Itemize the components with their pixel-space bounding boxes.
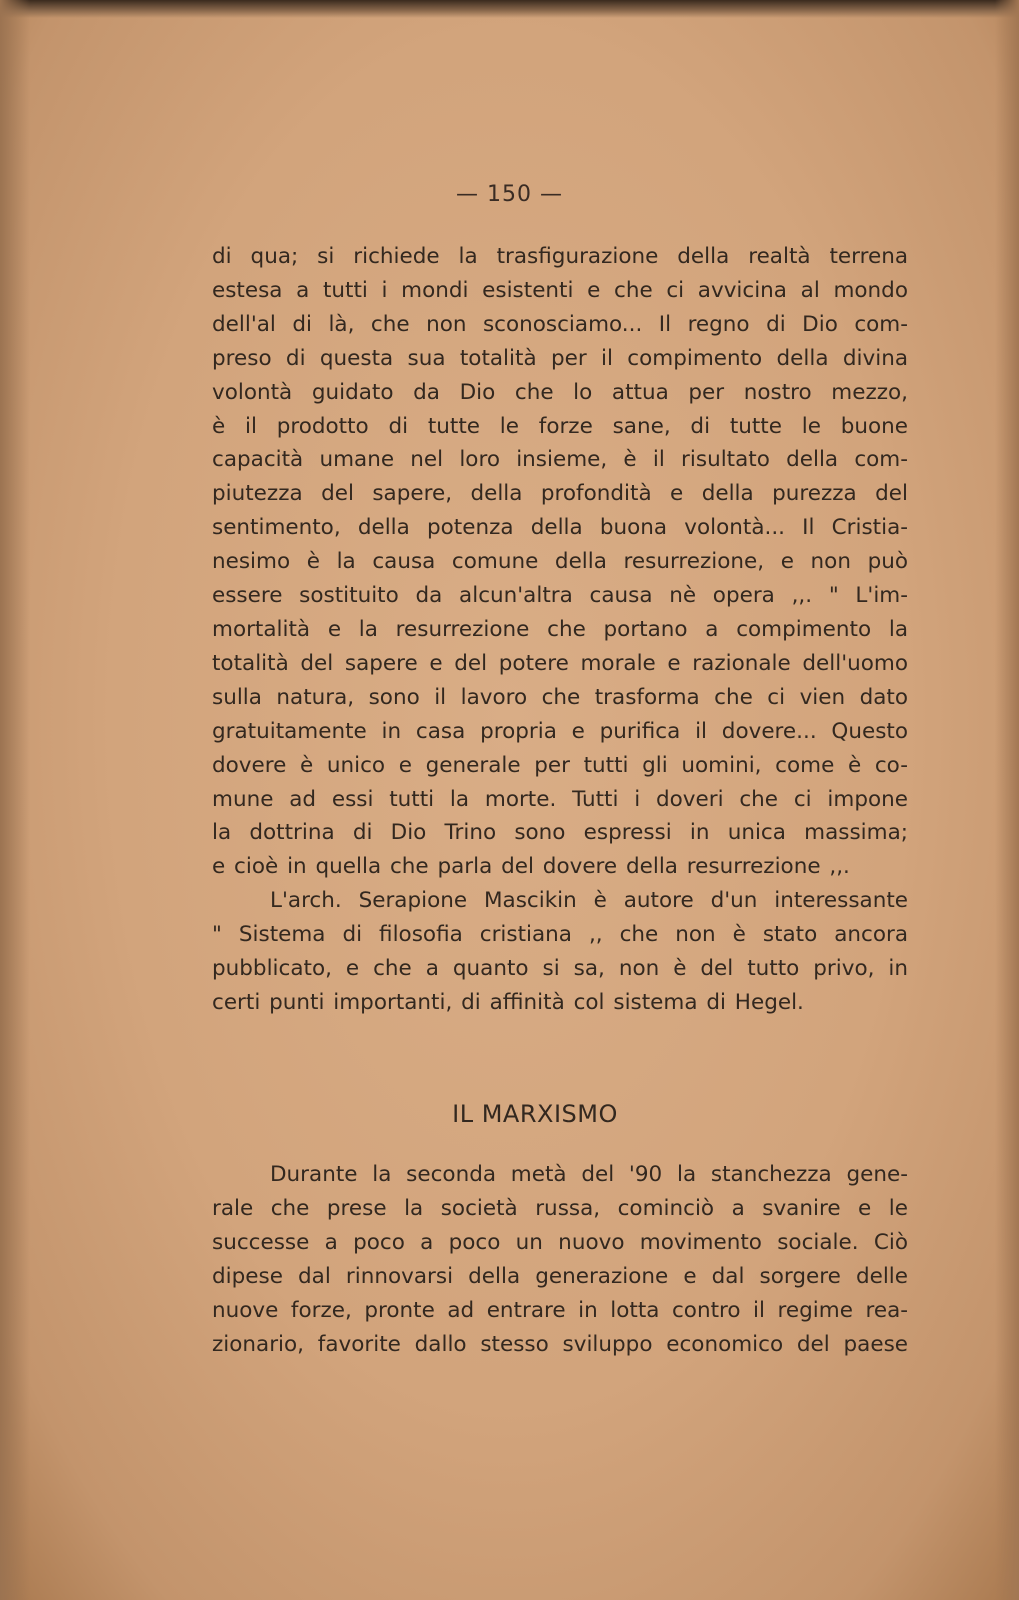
text-line: mortalità e la resurrezione che portano a compimento la (212, 616, 908, 642)
text-line: estesa a tutti i mondi esistenti e che ci avvicina al mondo (212, 277, 908, 303)
text-line: " Sistema di filosofia cristiana ,, che non è stato ancora (212, 922, 908, 948)
text-line: è il prodotto di tutte le forze sane, di tutte le buone (212, 413, 908, 439)
text-line: rale che prese la società russa, cominciò a svanire e le (212, 1195, 908, 1221)
section-heading: IL MARXISMO (452, 1100, 618, 1128)
text-line: e cioè in quella che parla del dovere della resurrezione ,,. (212, 854, 850, 880)
text-line: dovere è unico e generale per tutti gli uomini, come è co- (212, 752, 908, 778)
text-line: gratuitamente in casa propria e purifica il dovere... Questo (212, 718, 908, 744)
text-line: di qua; si richiede la trasfigurazione della realtà terrena (212, 244, 908, 269)
page-number: — 150 — (456, 182, 563, 207)
text-line: pubblicato, e che a quanto si sa, non è del tutto privo, in (212, 956, 908, 982)
text-line: sulla natura, sono il lavoro che trasforma che ci vien dato (212, 684, 908, 710)
text-line: capacità umane nel loro insieme, è il risultato della com- (212, 447, 908, 473)
body-text-lower (212, 1158, 908, 1361)
text-line: essere sostituito da alcun'altra causa nè opera ,,. " L'im- (212, 583, 908, 609)
text-line: la dottrina di Dio Trino sono espressi in unica massima; (212, 820, 908, 846)
text-line: nuove forze, pronte ad entrare in lotta contro il regime rea- (212, 1297, 908, 1323)
text-line: dipese dal rinnovarsi della generazione e dal sorgere delle (212, 1263, 908, 1289)
page-top-edge (0, 0, 1019, 18)
text-line: zionario, favorite dallo stesso sviluppo economico del paese (212, 1331, 908, 1357)
text-line: piutezza del sapere, della profondità e della purezza del (212, 481, 908, 507)
body-text-upper (212, 240, 908, 1020)
text-line: totalità del sapere e del potere morale e razionale dell'uomo (212, 650, 908, 676)
text-line: Durante la seconda metà del '90 la stanchezza gene- (270, 1162, 908, 1187)
text-line: preso di questa sua totalità per il compimento della divina (212, 345, 908, 371)
text-line: mune ad essi tutti la morte. Tutti i doveri che ci impone (212, 786, 908, 812)
text-line: L'arch. Serapione Mascikin è autore d'un interessante (270, 888, 908, 914)
text-line: volontà guidato da Dio che lo attua per nostro mezzo, (212, 379, 908, 405)
text-line: successe a poco a poco un nuovo movimento sociale. Ciò (212, 1229, 908, 1255)
page-left-edge (0, 0, 30, 1600)
text-line: nesimo è la causa comune della resurrezione, e non può (212, 549, 908, 575)
text-line: certi punti importanti, di affinità col sistema di Hegel. (212, 989, 804, 1015)
text-line: dell'al di là, che non sconosciamo... Il regno di Dio com- (212, 311, 908, 337)
text-line: sentimento, della potenza della buona volontà... Il Cristia- (212, 515, 908, 541)
page-right-edge (995, 0, 1019, 1600)
